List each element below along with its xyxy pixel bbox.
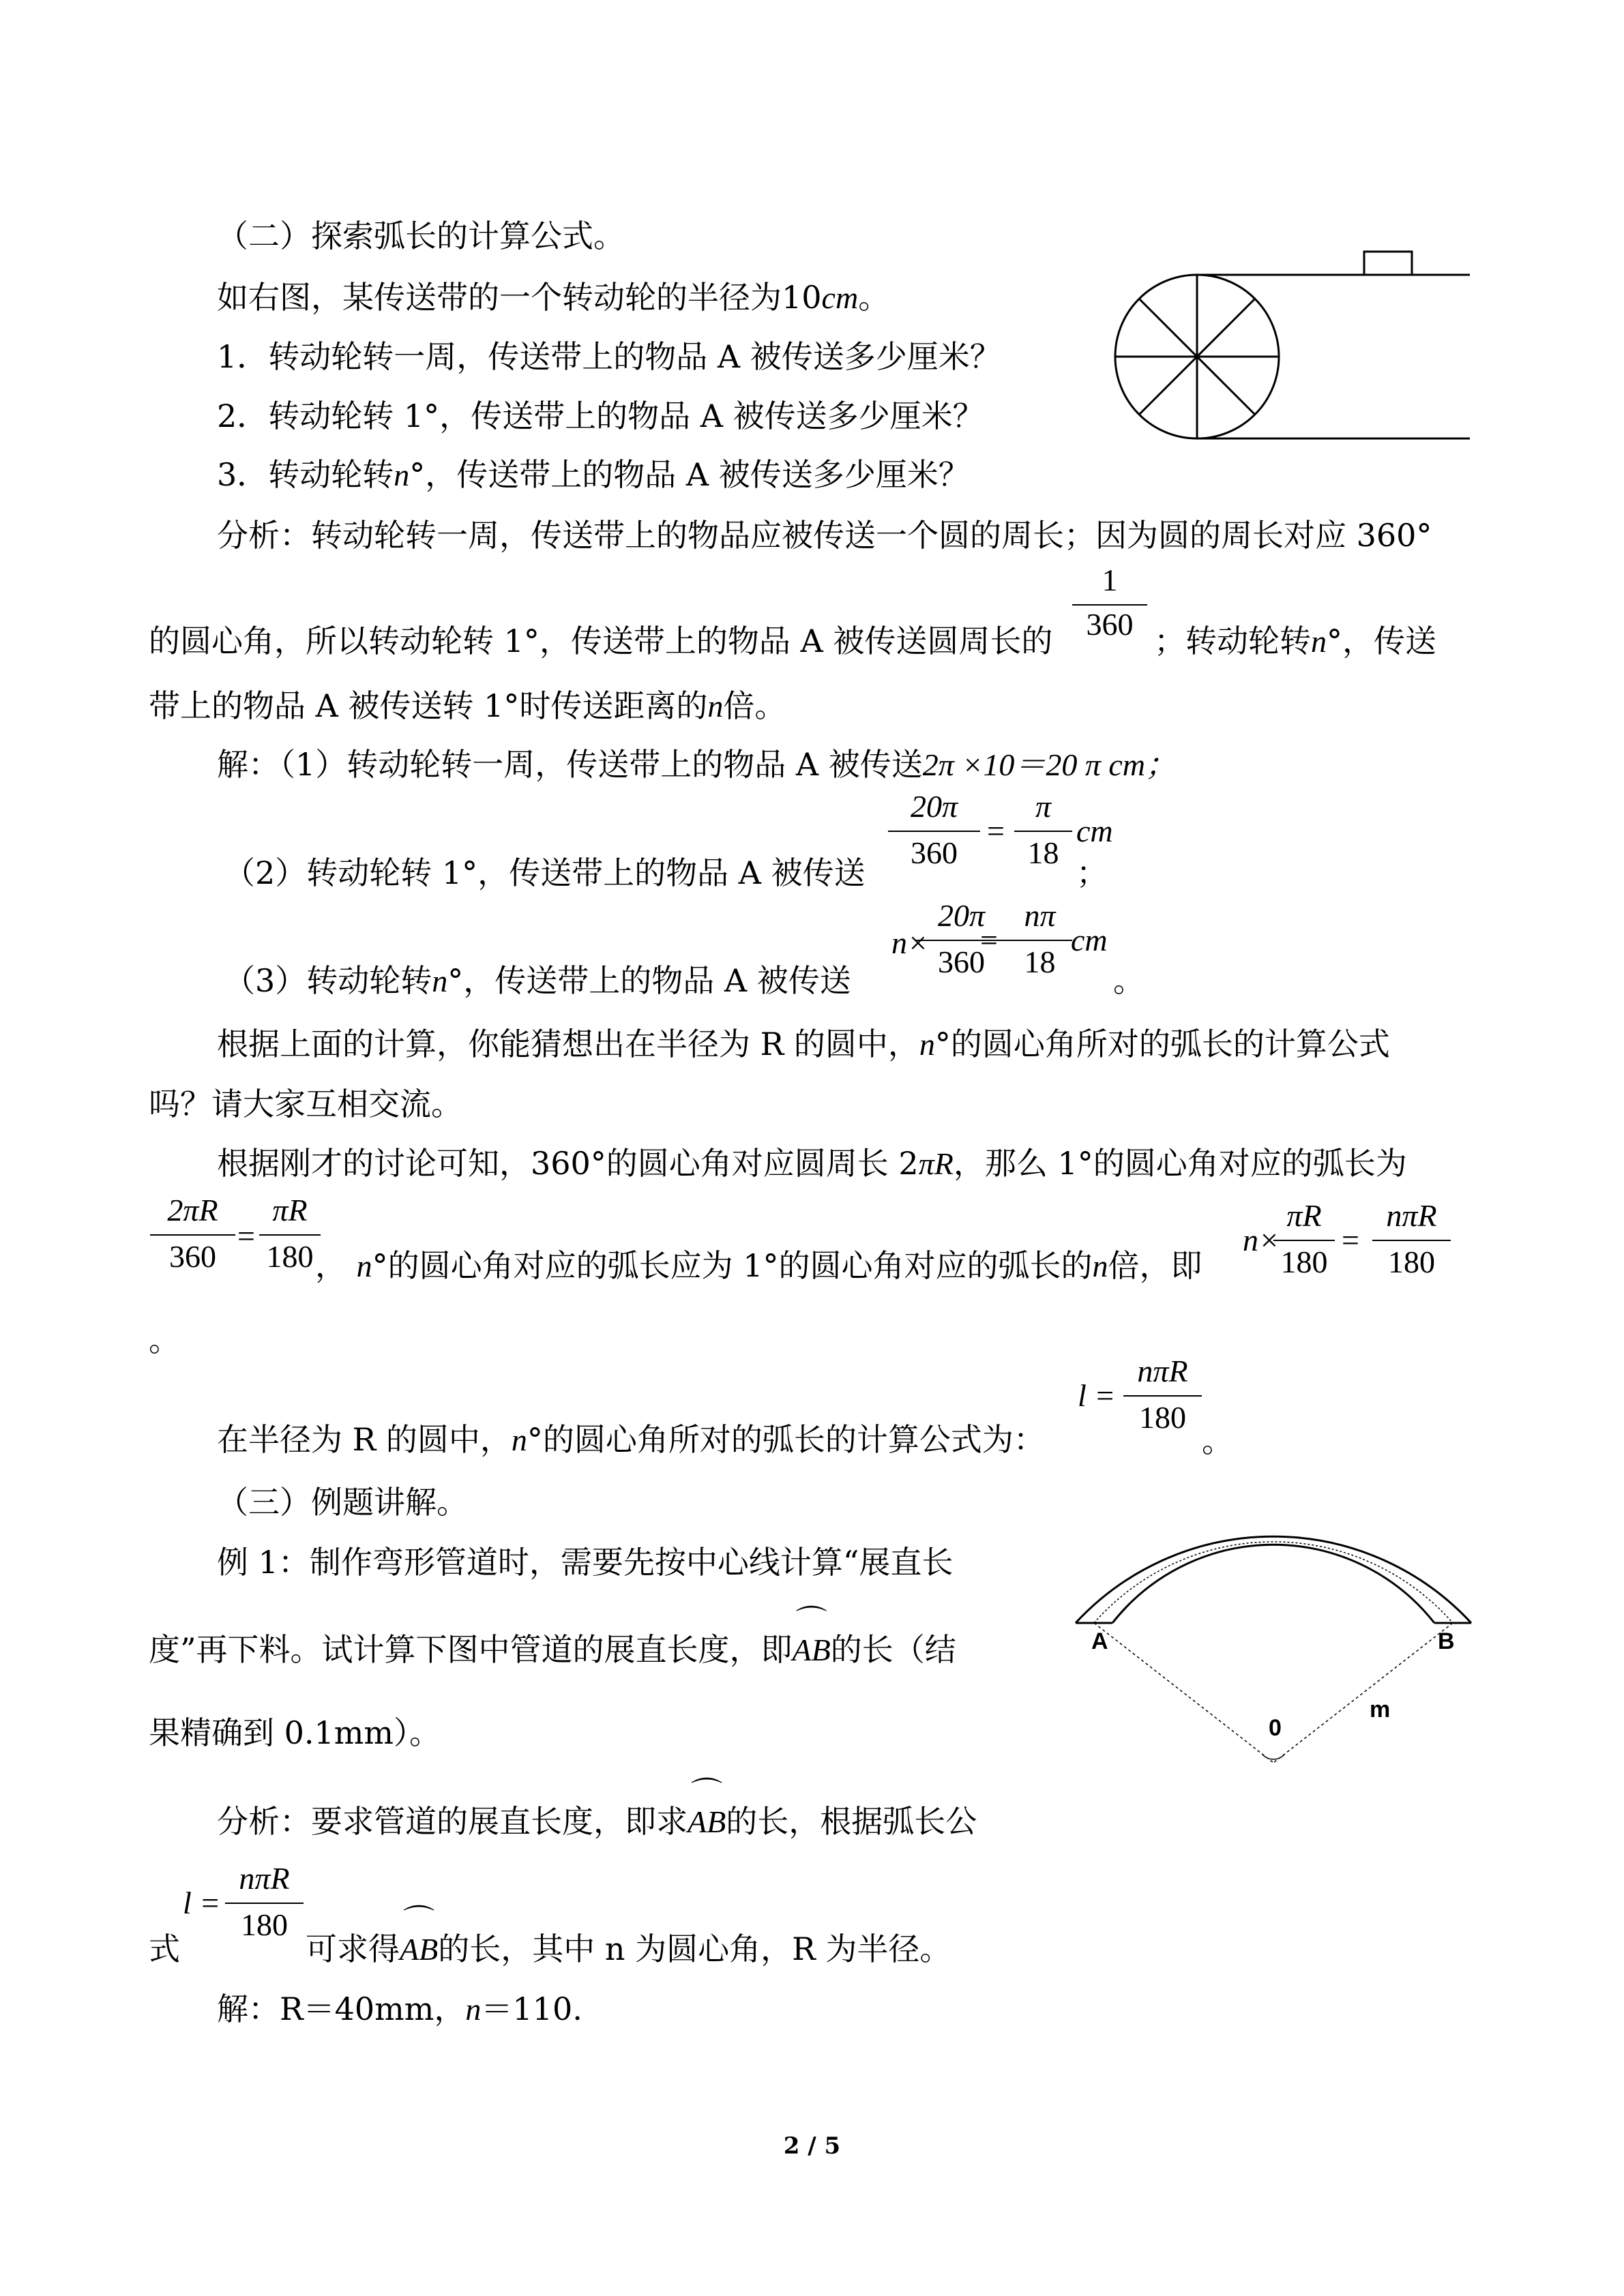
arc-ab: ⌒ AB [792,1605,831,1667]
arc-ab-label: AB [400,1932,439,1967]
sol1-formula: 2π ×10＝20 π cm； [922,747,1177,782]
unit-cm: cm [1076,814,1113,848]
analysis-line-2b [1154,625,1436,657]
intro-text: 如右图，某传送带的一个转动轮的半径为 [217,279,782,316]
guess1-text-b: °的圆心角所对的弧长的计算公式 [934,1026,1390,1062]
frac-num: nπR [1137,1354,1188,1388]
formula-line [217,1421,1045,1458]
frac-den: 360 [938,944,985,979]
example-1-line-3: 果精确到 0.1mm）。 [149,1714,441,1751]
example-1-line-1: 例 1：制作弯形管道时，需要先按中心线计算“展直长 [217,1544,954,1581]
frac-num: 20π [937,898,986,933]
fraction-pi-18 [1014,791,1072,873]
disc2-text-c: 倍，即 [1108,1247,1202,1284]
discussion-line-3: 。 [149,1322,180,1358]
fraction-20pi-360 [888,791,980,873]
ex1-text-b: 的长（结 [830,1631,956,1668]
fraction-npi-18 [1007,900,1072,982]
analysis2-text-b: ；转动轮转 [1154,623,1311,659]
formula-text-b: °的圆心角所对的弧长的计算公式为： [527,1421,1045,1458]
conveyor-wheel-figure [1102,256,1473,453]
l-equals: l = [1078,1378,1116,1413]
fraction-piR-180 [259,1195,321,1277]
equals-sign: = [1342,1223,1359,1257]
arc-ab-label: AB [792,1632,831,1667]
pi-r-symbol: πR [918,1146,954,1181]
fraction-1-360 [1072,565,1147,646]
n-symbol: n [1092,1249,1108,1283]
analysis-line-2 [149,625,1052,657]
arc-ab-label: AB [688,1804,726,1839]
analysis3-text-a: 带上的物品 A 被传送转 1°时传送距离的 [149,687,708,724]
guess-line-1 [217,1028,1390,1060]
intro-end: 。 [858,279,890,316]
fraction-arc-formula-b [225,1863,304,1945]
label-o: 0 [1269,1715,1282,1741]
question-1: 1．转动轮转一周，传送带上的物品 A 被传送多少厘米？ [217,338,1001,375]
frac-num: 20π [910,789,958,824]
sol3-text-b: °，传送带上的物品 A 被传送 [447,962,851,999]
solution-1 [217,746,1177,783]
frac-den: 360 [911,835,958,870]
analysis2-text-a: 的圆心角，所以转动轮转 1°，传送带上的物品 A 被传送圆周长的 [149,623,1053,659]
frac-num: πR [1286,1198,1322,1233]
fraction-arc-formula [1123,1356,1202,1437]
frac-den: 360 [1086,607,1134,642]
disc1-text-b: ，那么 1°的圆心角对应的弧长为 [953,1145,1407,1182]
ex1-text-a: 度”再下料。试计算下图中管道的展直长度，即 [149,1631,793,1668]
q3-text-b: °，传送带上的物品 A 被传送多少厘米？ [409,456,970,493]
frac-den: 180 [266,1239,314,1274]
an2-text-b: 可求得 [306,1930,400,1967]
arc-ab: ⌒ AB [688,1776,726,1839]
formula-end: 。 [1202,1422,1233,1459]
formula-text-a: 在半径为 R 的圆中， [217,1421,512,1458]
frac-den: 180 [1139,1400,1186,1435]
radius-unit: cm [821,280,859,315]
sol-last-text-b: ＝110. [481,1991,582,2027]
sol1-text: 解：（1）转动轮转一周，传送带上的物品 A 被传送 [217,746,923,783]
solution-3 [224,962,851,999]
equals-sign: = [980,923,998,957]
analysis2-text-c: °，传送 [1327,623,1436,659]
disc2-text-b: °的圆心角对应的弧长应为 1°的圆心角对应的弧长的 [372,1247,1093,1284]
unit-cm: cm [1071,923,1108,957]
n-symbol: n [919,1027,935,1062]
disc2-text-a: ， [315,1247,346,1284]
n-symbol: n [465,1992,482,2027]
frac-num: 1 [1102,563,1118,597]
an-text-a: 分析：要求管道的展直长度，即求 [217,1803,688,1840]
solution-2: （2）转动轮转 1°，传送带上的物品 A 被传送 [224,854,866,891]
q3-text-a: 3．转动轮转 [217,456,394,493]
frac-num: nπR [1386,1198,1437,1233]
discussion-line-1 [217,1145,1407,1182]
n-symbol: n [356,1249,372,1283]
an-text-b: 的长，根据弧长公 [726,1803,977,1840]
guess1-text-a: 根据上面的计算，你能猜想出在半径为 R 的圆中， [217,1026,919,1062]
guess-line-2: 吗？请大家互相交流。 [149,1086,462,1122]
l-equals: l = [183,1885,221,1920]
n-symbol: n [432,964,448,998]
page-number: 2 / 5 [783,2132,841,2160]
radius-value: 10 [782,279,822,316]
example-analysis-line-1 [217,1776,977,1840]
fraction-npiR-180 [1372,1200,1451,1282]
frac-num: 2πR [167,1193,218,1227]
sol3-text-a: （3）转动轮转 [224,962,432,999]
equals-sign: = [237,1219,255,1253]
equals-sign: = [987,814,1005,848]
label-m: m [1370,1697,1391,1723]
frac-den: 180 [241,1907,288,1942]
solution-2-end: ； [1076,854,1108,891]
arc-ab: ⌒ AB [400,1904,439,1967]
frac-num: πR [272,1193,308,1227]
n-symbol: n [511,1422,527,1457]
n-symbol: n [707,689,724,724]
frac-num: π [1035,789,1052,824]
discussion-line-2 [315,1247,1202,1284]
solution-3-end: 。 [1113,962,1145,999]
example-1-line-2 [149,1605,956,1668]
intro-line [217,279,890,316]
frac-den: 180 [1280,1244,1328,1279]
analysis-line-1: 分析：转动轮转一周，传送带上的物品应被传送一个圆的周长；因为圆的周长对应 360° [217,517,1432,554]
frac-den: 360 [169,1239,216,1274]
example-analysis-line-2a: 式 [149,1930,180,1967]
fraction-piR-180-b [1273,1200,1335,1282]
n-times: n× [891,925,929,960]
n-times: n× [1243,1223,1280,1257]
analysis3-text-b: 倍。 [723,687,786,724]
n-symbol: n [394,458,410,492]
question-3 [217,456,970,493]
disc1-text-a: 根据刚才的讨论可知，360°的圆心角对应圆周长 2 [217,1145,919,1182]
label-b: B [1438,1628,1455,1654]
analysis-line-3 [149,687,786,724]
section-2-title: （二）探索弧长的计算公式。 [217,218,625,254]
example-analysis-line-2 [306,1904,951,1967]
frac-den: 180 [1388,1244,1435,1279]
section-3-title: （三）例题讲解。 [217,1484,468,1521]
sol-last-text-a: 解：R＝40mm， [217,1991,466,2027]
an2-text-c: 的长，其中 n 为圆心角，R 为半径。 [438,1930,951,1967]
frac-num: nπ [1024,898,1056,933]
frac-den: 18 [1027,835,1059,870]
n-symbol: n [1311,624,1327,659]
frac-num: nπR [239,1861,290,1896]
fraction-2piR-360 [150,1195,235,1277]
example-solution [217,1993,582,2025]
label-a: A [1091,1628,1108,1654]
frac-den: 18 [1024,944,1056,979]
question-2: 2．转动轮转 1°，传送带上的物品 A 被传送多少厘米？ [217,398,984,434]
